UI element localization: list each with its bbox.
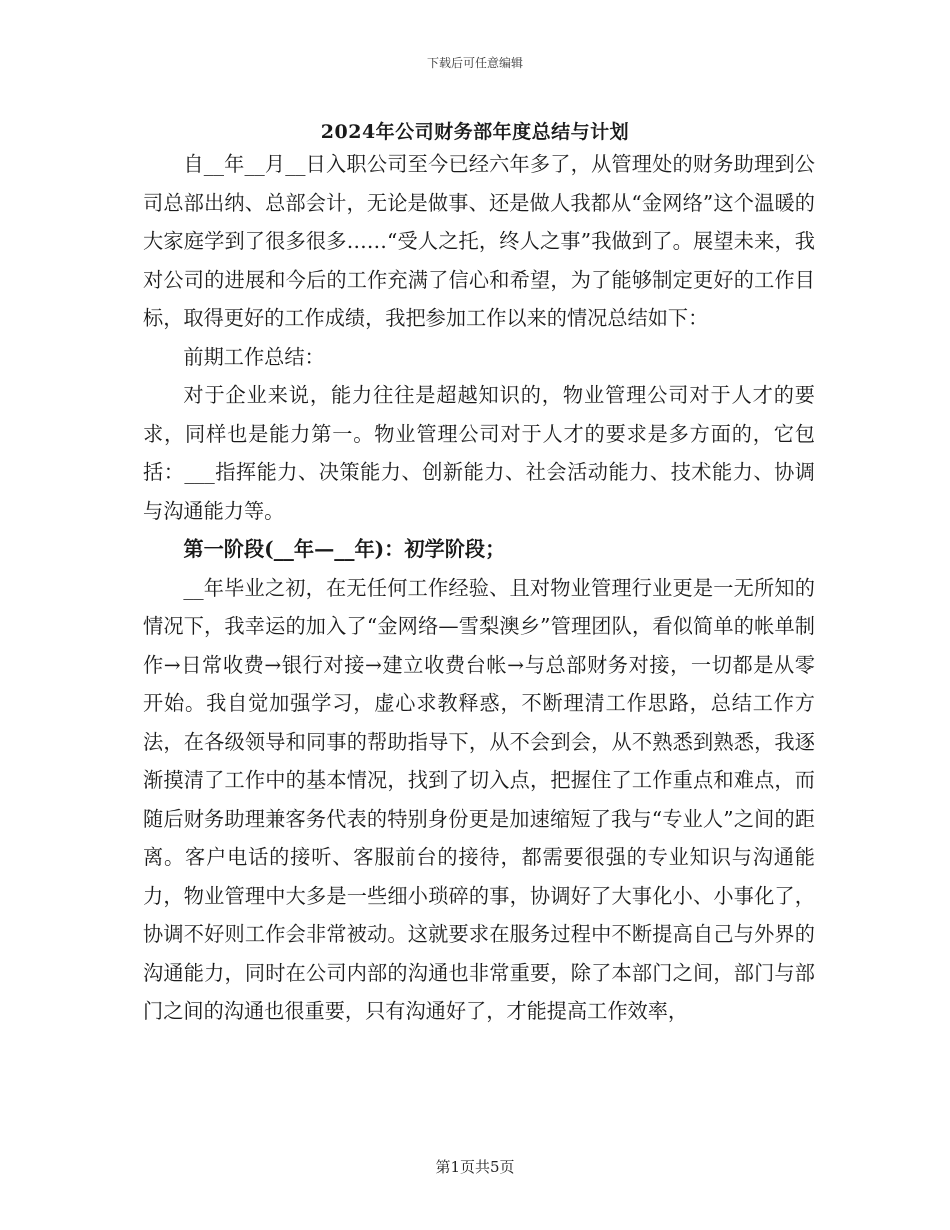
document-title: 2024年公司财务部年度总结与计划 (320, 121, 630, 143)
paragraph-stage-one: __年毕业之初，在无任何工作经验、且对物业管理行业更是一无所知的情况下，我幸运的加入了“金网络—雪梨澳乡”管理团队，看似简单的帐单制作→日常收费→银行对接→建立收费台帐→与总部财务对接，一切都是从零开始。我自觉加强学习，虚心求教释惑，不断理清工作思路，总结工作方法，在各级领导和同事的帮助指导下，从不会到会，从不熟悉到熟悉，我逐渐摸清了工作中的基本情况，找到了切入点，把握住了工作重点和难点，而随后财务助理兼客务代表的特别身份更是加速缩短了我与“专业人”之间的距离。客户电话的接听、客服前台的接待，都需要很强的专业知识与沟通能力，物业管理中大多是一些细小琐碎的事，协调好了大事化小、小事化了，协调不好则工作会非常被动。这就要求在服务过程中不断提高自己与外界的沟通能力，同时在公司内部的沟通也非常重要，除了本部门之间，部门与部门之间的沟通也很重要，只有沟通好了，才能提高工作效率， (143, 575, 815, 1023)
paragraph-stage-heading: 第一阶段(__年—__年)：初学阶段； (183, 537, 506, 561)
page-number-footer: 第1页共5页 (435, 1158, 515, 1176)
paragraph-ability: 对于企业来说，能力往往是超越知识的，物业管理公司对于人才的要求，同样也是能力第一。物业管理公司对于人才的要求是多方面的，它包括：___指挥能力、决策能力、创新能力、社会活动能力、技术能力、协调与沟通能力等。 (143, 383, 815, 523)
header-note: 下载后可任意编辑 (426, 56, 523, 70)
paragraph-section-heading: 前期工作总结： (183, 344, 325, 369)
document-body (143, 145, 815, 1031)
paragraph-intro: 自__年__月__日入职公司至今已经六年多了，从管理处的财务助理到公司总部出纳、总部会计，无论是做事、还是做人我都从“金网络”这个温暖的大家庭学到了很多很多……“受人之托，终人之事”我做到了。展望未来，我对公司的进展和今后的工作充满了信心和希望，为了能够制定更好的工作目标，取得更好的工作成绩，我把参加工作以来的情况总结如下： (143, 152, 815, 330)
